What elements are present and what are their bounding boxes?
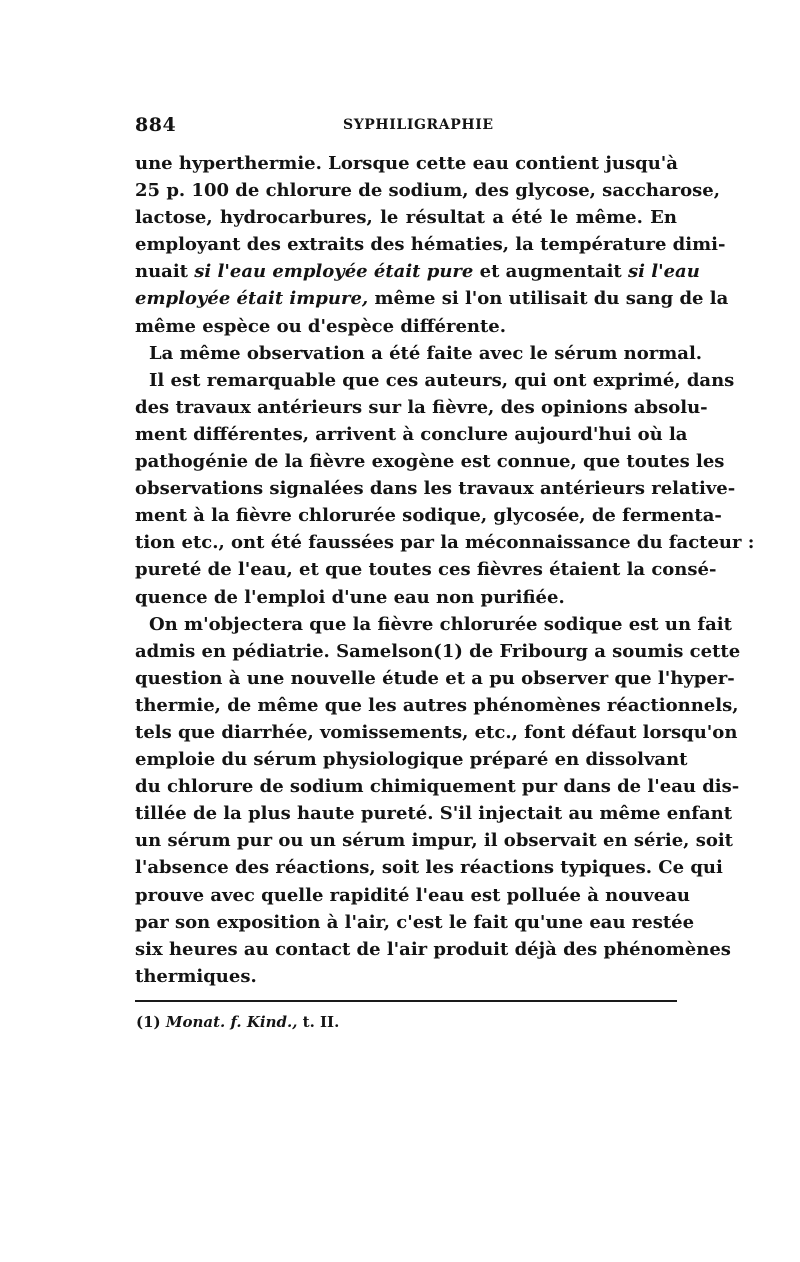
footnote-marker: (1) bbox=[136, 1013, 161, 1031]
text-line: thermie, de même que les autres phénomènes réactionnels, bbox=[135, 694, 739, 716]
text-line: six heures au contact de l'air produit déjà des phénomènes bbox=[135, 938, 731, 960]
text-line: l'absence des réactions, soit les réactions typiques. Ce qui bbox=[135, 857, 723, 879]
italic-span: si l'eau bbox=[628, 261, 700, 283]
text-line-mixed bbox=[135, 258, 700, 285]
text-line: tillée de la plus haute pureté. S'il injectait au même enfant bbox=[135, 803, 733, 825]
text-line: ment différentes, arrivent à conclure aujourd'hui où la bbox=[135, 423, 688, 445]
text-line: une hyperthermie. Lorsque cette eau contient jusqu'à bbox=[135, 153, 678, 174]
text-line: 25 p. 100 de chlorure de sodium, des glycose, saccharose, bbox=[135, 180, 720, 202]
text-span: et augmentait bbox=[479, 261, 622, 283]
text-line: tels que diarrhée, vomissements, etc., font défaut lorsqu'on bbox=[135, 721, 738, 743]
text-line: prouve avec quelle rapidité l'eau est polluée à nouveau bbox=[135, 884, 690, 906]
text-line: un sérum pur ou un sérum impur, il observait en série, soit bbox=[135, 830, 733, 852]
text-line: observations signalées dans les travaux antérieurs relative- bbox=[135, 478, 736, 500]
footnote-source: Monat. f. Kind., bbox=[165, 1013, 298, 1031]
text-line: employant des extraits des hématies, la température dimi- bbox=[135, 234, 726, 256]
text-line: ment à la fièvre chlorurée sodique, glycosée, de fermenta- bbox=[135, 505, 722, 527]
text-line: question à une nouvelle étude et a pu observer que l'hyper- bbox=[135, 667, 735, 689]
italic-span: si l'eau employée était pure bbox=[194, 261, 474, 283]
footnote-rest: t. II. bbox=[302, 1013, 340, 1031]
paragraph-start-line: On m'objectera que la fièvre chlorurée sodique est un fait bbox=[149, 613, 732, 635]
footnote bbox=[136, 1013, 339, 1031]
body-text bbox=[135, 150, 755, 990]
text-line: emploie du sérum physiologique préparé en dissolvant bbox=[135, 749, 688, 771]
text-line: du chlorure de sodium chimiquement pur dans de l'eau dis- bbox=[135, 776, 740, 798]
text-span: même si l'on utilisait du sang de la bbox=[374, 288, 729, 310]
text-line: par son exposition à l'air, c'est le fait qu'une eau restée bbox=[135, 911, 695, 933]
text-line: pureté de l'eau, et que toutes ces fièvres étaient la consé- bbox=[135, 559, 717, 581]
italic-span: employée était impure, bbox=[135, 288, 369, 310]
paragraph-start-line: La même observation a été faite avec le sérum normal. bbox=[149, 342, 703, 364]
text-line: admis en pédiatrie. Samelson(1) de Fribourg a soumis cette bbox=[135, 640, 741, 662]
text-line-mixed bbox=[135, 285, 729, 312]
text-line: même espèce ou d'espèce différente. bbox=[135, 315, 507, 337]
text-line: thermiques. bbox=[135, 965, 257, 987]
text-line: tion etc., ont été faussées par la méconnaissance du facteur : bbox=[135, 532, 755, 554]
paragraph-start-line: Il est remarquable que ces auteurs, qui ont exprimé, dans bbox=[149, 369, 735, 391]
text-line: des travaux antérieurs sur la fièvre, des opinions absolu- bbox=[135, 396, 708, 418]
text-line: quence de l'emploi d'une eau non purifiée. bbox=[135, 586, 565, 608]
text-line: pathogénie de la fièvre exogène est connue, que toutes les bbox=[135, 451, 725, 473]
text-line: lactose, hydrocarbures, le résultat a été le même. En bbox=[135, 207, 677, 229]
running-head: SYPHILIGRAPHIE bbox=[343, 117, 494, 133]
text-span: nuait bbox=[135, 261, 188, 283]
footnote-rule bbox=[135, 1000, 677, 1002]
page-number: 884 bbox=[135, 114, 177, 136]
page-header bbox=[135, 114, 677, 142]
